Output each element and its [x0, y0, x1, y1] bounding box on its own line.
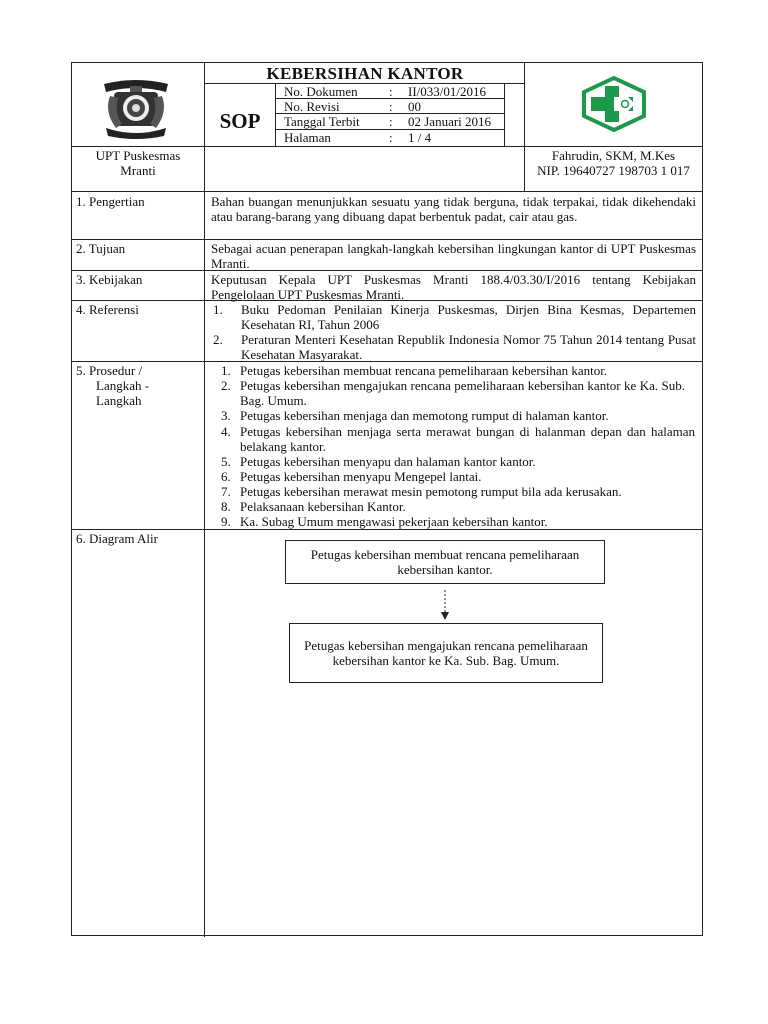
prosedur-num-3: 3.: [221, 408, 231, 423]
prosedur-num-9: 9.: [221, 514, 231, 529]
field-value-revisi: 00: [408, 99, 421, 114]
prosedur-text-1: Petugas kebersihan membuat rencana pemeliharaan kebersihan kantor.: [240, 363, 608, 378]
prosedur-num-1: 1.: [221, 363, 231, 378]
prosedur-num-2: 2.: [221, 378, 231, 393]
prosedur-num-8: 8.: [221, 499, 231, 514]
section-label-pengertian: 1. Pengertian: [76, 194, 145, 209]
field-sep-halaman: :: [389, 130, 393, 145]
field-label-tanggal: Tanggal Terbit: [284, 114, 360, 129]
prosedur-num-5: 5.: [221, 454, 231, 469]
section-label-kebijakan: 3. Kebijakan: [76, 272, 143, 287]
field-label-dokumen: No. Dokumen: [284, 84, 358, 99]
flow-box-2: [289, 623, 603, 683]
row-line-prosedur: [71, 529, 703, 530]
signer-name: Fahrudin, SKM, M.Kes: [551, 148, 676, 163]
field-sep-tanggal: :: [389, 114, 393, 129]
prosedur-text-7: Petugas kebersihan merawat mesin pemotong rumput bila ada kerusakan.: [240, 484, 622, 499]
referensi-text-1: Buku Pedoman Penilaian Kinerja Puskesmas, Dirjen Bina Kesmas, Departemen Kesehatan RI, Tahun 2006: [241, 302, 696, 333]
section-text-kebijakan: Keputusan Kepala UPT Puskesmas Mranti 188.4/03.30/I/2016 tentang Kebijakan Pengelolaan UPT Puskesmas Mranti.: [211, 272, 696, 303]
field-sep-revisi: :: [389, 99, 393, 114]
field-label-halaman: Halaman: [284, 130, 331, 145]
header-middle-line: [71, 146, 703, 147]
prosedur-text-4: Petugas kebersihan menjaga serta merawat bungan di halanman depan dan halaman belakang kantor.: [240, 424, 695, 455]
flow-box-2-text: Petugas kebersihan mengajukan rencana pemeliharaan kebersihan kantor ke Ka. Sub. Bag. Umum.: [304, 637, 588, 668]
prosedur-text-2: Petugas kebersihan mengajukan rencana pemeliharaan kebersihan kantor ke Ka. Sub. Bag. Umum.: [240, 378, 685, 409]
section-label-prosedur-2: Langkah -: [96, 378, 150, 393]
org-name-line2: Mranti: [120, 163, 156, 178]
flow-arrow: [440, 584, 450, 624]
prosedur-text-9: Ka. Subag Umum mengawasi pekerjaan kebersihan kantor.: [240, 514, 548, 529]
field-value-dokumen: II/033/01/2016: [408, 84, 486, 99]
field-table-right-edge: [504, 83, 505, 147]
org-name-line1: UPT Puskesmas: [95, 148, 181, 163]
left-column-divider: [204, 62, 205, 937]
field-label-revisi: No. Revisi: [284, 99, 340, 114]
puskesmas-logo-icon: [578, 76, 650, 132]
regency-emblem-icon: [100, 78, 172, 140]
section-label-diagram: 6. Diagram Alir: [76, 531, 158, 546]
referensi-num-2: 2.: [213, 332, 223, 347]
signer-nip: NIP. 19640727 198703 1 017: [537, 163, 690, 178]
field-sep-dokumen: :: [389, 84, 393, 99]
prosedur-num-6: 6.: [221, 469, 231, 484]
sop-label: SOP: [219, 109, 261, 133]
sop-divider: [275, 83, 276, 147]
header-bottom-line: [71, 191, 703, 192]
section-label-tujuan: 2. Tujuan: [76, 241, 126, 256]
prosedur-text-3: Petugas kebersihan menjaga dan memotong rumput di halaman kantor.: [240, 408, 609, 423]
prosedur-text-8: Pelaksanaan kebersihan Kantor.: [240, 499, 406, 514]
flow-box-1-text: Petugas kebersihan membuat rencana pemeliharaan kebersihan kantor.: [310, 546, 580, 577]
referensi-text-2: Peraturan Menteri Kesehatan Republik Indonesia Nomor 75 Tahun 2014 tentang Pusat Kesehatan Masyarakat.: [241, 332, 696, 363]
section-text-pengertian: Bahan buangan menunjukkan sesuatu yang tidak berguna, tidak terpakai, tidak dikehendaki atau barang-barang yang dibuang dapat berbentuk padat, cair atau gas.: [211, 194, 696, 225]
prosedur-num-4: 4.: [221, 424, 231, 439]
row-line-pengertian: [71, 239, 703, 240]
section-label-prosedur-3: Langkah: [96, 393, 142, 408]
flow-box-1: [285, 540, 605, 584]
document-title: KEBERSIHAN KANTOR: [266, 64, 464, 83]
prosedur-num-7: 7.: [221, 484, 231, 499]
prosedur-text-6: Petugas kebersihan menyapu Mengepel lantai.: [240, 469, 482, 484]
field-value-tanggal: 02 Januari 2016: [408, 114, 492, 129]
referensi-num-1: 1.: [213, 302, 223, 317]
section-label-referensi: 4. Referensi: [76, 302, 139, 317]
prosedur-text-5: Petugas kebersihan menyapu dan halaman kantor kantor.: [240, 454, 536, 469]
section-label-prosedur-1: 5. Prosedur /: [76, 363, 143, 378]
field-value-halaman: 1 / 4: [408, 130, 432, 145]
section-text-tujuan: Sebagai acuan penerapan langkah-langkah kebersihan lingkungan kantor di UPT Puskesmas Mranti.: [211, 241, 696, 272]
